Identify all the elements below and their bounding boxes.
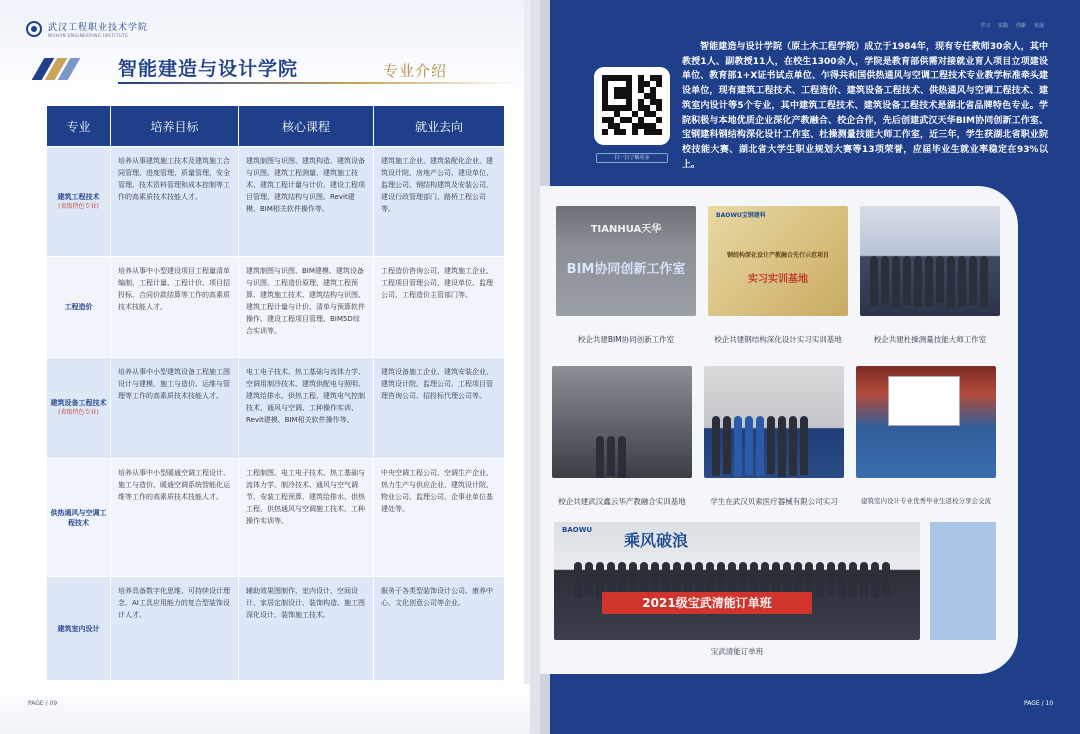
table-row — [47, 256, 504, 357]
photo-alumni-sharing — [856, 366, 996, 478]
title-underline — [118, 82, 518, 84]
page-gutter — [524, 0, 530, 734]
qr-caption: 扫一扫了解更多 — [596, 153, 668, 163]
major-badge: (省级特色专业) — [58, 202, 99, 210]
careers-cell: 建筑施工企业、建筑装配化企业、建筑设计院、房地产公司、建设单位、监理公司、钢结构建筑及安装公司、建设行政管理部门、路桥工程公司等。 — [374, 147, 504, 256]
goal-cell: 培养从事中小型暖通空调工程设计、施工与造价、暖通空调系统智能化运维等工作的高素质技术技能人才。 — [111, 459, 239, 576]
page-number: PAGE / 09 — [28, 700, 58, 707]
major-badge: (省级特色专业) — [58, 409, 99, 416]
tag: 学习 — [980, 23, 991, 29]
table-row — [47, 576, 504, 680]
goal-cell: 培养从事建筑施工技术及建筑施工合同管理、进度管理、质量管理、安全管理、技术资料管理和成本控制等工作的高素质技术技能人才。 — [111, 147, 239, 256]
page-title: 智能建造与设计学院 — [118, 58, 299, 80]
header-careers: 就业去向 — [374, 106, 504, 146]
school-seal-icon — [26, 21, 42, 37]
header-courses: 核心课程 — [239, 106, 374, 146]
tag: 实践 — [998, 23, 1009, 29]
photo-caption: 宝武清能订单班 — [710, 647, 764, 656]
photo-caption: 学生在武汉贝索医疗器械有限公司实习 — [710, 497, 838, 506]
major-name: 工程造价 — [64, 303, 93, 311]
photo-slogan: 乘风破浪 — [624, 531, 689, 550]
tag: 创新 — [1016, 23, 1027, 29]
photo-plaque-line: 钢结构深化设计产教融合先行示范项目 — [726, 252, 829, 259]
goal-cell: 培养从事中小型建筑设备工程施工图设计与建模、施工与造价、运维与管理等工作的高素质技术技能人才。 — [111, 358, 239, 458]
majors-table — [47, 106, 504, 683]
table-row — [47, 146, 504, 256]
photo-xinyunhua-base — [552, 366, 692, 478]
photo-order-class — [554, 522, 920, 640]
careers-cell: 中央空调工程公司、空调生产企业、热力生产与供应企业、建筑设计院、物业公司、监理公司、企事业单位基建处等。 — [374, 459, 504, 576]
photo-sign: 实习实训基地 — [748, 274, 808, 285]
photo-caption: 校企共建武汉鑫云华产教融合实训基地 — [558, 497, 686, 506]
people-figures-icon — [596, 436, 626, 478]
logo-subtext: WUHAN ENGINEERING INSTITUTE — [48, 33, 129, 38]
photo-brand: BAOWU — [562, 526, 593, 534]
photo-caption: 校企共建杜操测量技能大师工作室 — [873, 335, 987, 344]
title-band — [38, 54, 508, 84]
tag-strip — [980, 22, 1044, 29]
header-major: 专业 — [47, 106, 111, 146]
photo-sign: BIM协同创新工作室 — [566, 262, 686, 277]
header-goal: 培养目标 — [111, 106, 239, 146]
right-page — [540, 0, 1080, 734]
photo-caption: 校企共建钢结构深化设计实习实训基地 — [714, 335, 842, 344]
major-cell — [47, 358, 111, 458]
photo-brand: TIANHUA天华 — [590, 224, 662, 235]
qr-code-icon — [602, 75, 662, 135]
courses-cell: 辅助效果图制作、室内设计、空间设计、家居定制设计、装饰构造、施工图深化设计、装饰施工技术。 — [239, 577, 374, 680]
photo-caption: 建筑室内设计专业优秀毕业生返校分享会交流 — [861, 497, 991, 505]
major-cell — [47, 257, 111, 357]
careers-cell: 建筑设备施工企业、建筑安装企业、建筑设计院、监理公司、工程项目管理咨询公司、招投标代理公司等。 — [374, 358, 504, 458]
title-stripes-decoration — [38, 58, 74, 80]
photo-steel-base — [708, 206, 848, 316]
photo-bim-studio — [556, 206, 696, 316]
left-page — [0, 0, 530, 734]
photo-brand: BAOWU宝钢建科 — [716, 212, 766, 219]
careers-cell: 服务于各类型装饰设计公司、康养中心、文化创意公司等企业。 — [374, 577, 504, 680]
major-cell — [47, 147, 111, 256]
tag: 发展 — [1034, 23, 1045, 29]
major-name: 建筑设备工程技术 — [50, 399, 107, 407]
courses-cell: 建筑制图与识图、建筑构造、建筑设备与识图、建筑工程测量、建筑施工技术、建筑工程计量与计价、建设工程项目管理、建筑结构与识图、Revit建模、BIM相关软件操作等。 — [239, 147, 374, 256]
photo-card — [540, 186, 1018, 674]
major-cell — [47, 459, 111, 576]
table-row — [47, 458, 504, 576]
major-name: 供热通风与空调工程技术 — [50, 508, 107, 527]
people-figures-icon — [712, 416, 808, 477]
photo-survey-studio — [860, 206, 1000, 316]
school-logo — [26, 20, 148, 38]
goal-cell: 培养具备数字化思维、可持续设计理念、AI工具应用能力的复合型装饰设计人才。 — [111, 577, 239, 680]
people-figures-icon — [870, 256, 988, 308]
major-cell — [47, 577, 111, 680]
photo-caption: 校企共建BIM协同创新工作室 — [577, 335, 675, 344]
major-name: 建筑工程技术 — [57, 192, 100, 201]
courses-cell: 建筑制图与识图、BIM建模、建筑设备与识图、工程造价原理、建筑工程预算、建筑施工技术、建筑结构与识图、建筑工程计量与计价、清单与预算软件操作、建设工程项目管理、BIM5D综合实训等。 — [239, 257, 374, 357]
careers-cell: 工程造价咨询公司、建筑施工企业、工程项目管理公司、建设单位、监理公司、工程造价主管部门等。 — [374, 257, 504, 357]
page-subtitle: 专业介绍 — [383, 62, 448, 80]
top-wash — [0, 0, 530, 100]
logo-text: 武汉工程职业技术学院 — [48, 23, 149, 33]
decorative-block — [930, 522, 996, 640]
major-name: 建筑室内设计 — [57, 624, 100, 633]
photo-banner: 2021级宝武清能订单班 — [602, 592, 812, 614]
bottom-wash — [0, 684, 530, 734]
courses-cell: 电工电子技术、热工基础与流体力学、空调用制冷技术、建筑供配电与照明、建筑给排水、供热工程、建筑电气控制技术、通风与空调、工种操作实训、Revit建模、BIM相关软件操作等。 — [239, 358, 374, 458]
page-number: PAGE / 10 — [1024, 700, 1054, 707]
projection-screen — [888, 376, 960, 426]
table-header — [47, 106, 504, 146]
qr-code[interactable] — [594, 67, 670, 145]
goal-cell: 培养从事中小型建设项目工程量清单编制、工程计量、工程计价、项目招投标、合同价款结算等工作的高素质技术技能人才。 — [111, 257, 239, 357]
courses-cell: 工程制图、电工电子技术、热工基础与流体力学、制冷技术、通风与空气调节、安装工程预算、建筑给排水、供热工程、供热通风与空调施工技术、工种操作实训等。 — [239, 459, 374, 576]
photo-beisuo-internship — [704, 366, 844, 478]
college-intro: 智能建造与设计学院（原土木工程学院）成立于1984年，现有专任教师30余人，其中教授1人、副教授11人，在校生1300余人，学院是教育部供需对接就业育人项目立项建设单位、教育部1+X证书试点单位、乍得共和国供热通风与空调工程技术专业教学标准牵头建设单位，现有建筑工程技术、工程造价、建筑设备工程技术、供热通风与空调工程技术、建筑室内设计等5个专业，其中建筑工程技术、建筑设备工程技术是湖北省品牌特色专业。学院积极与本地优质企业深化产教融合、校企合作，先后创建武汉天华BIM协同创新工作室、宝钢建科钢结构深化设计工作室、杜操测量技能大师工作室，近三年，学生获湖北省职业院校技能大赛、湖北省大学生职业规划大赛等13项荣誉，应届毕业生就业率稳定在93%以上。 — [682, 42, 1048, 170]
table-row — [47, 357, 504, 458]
